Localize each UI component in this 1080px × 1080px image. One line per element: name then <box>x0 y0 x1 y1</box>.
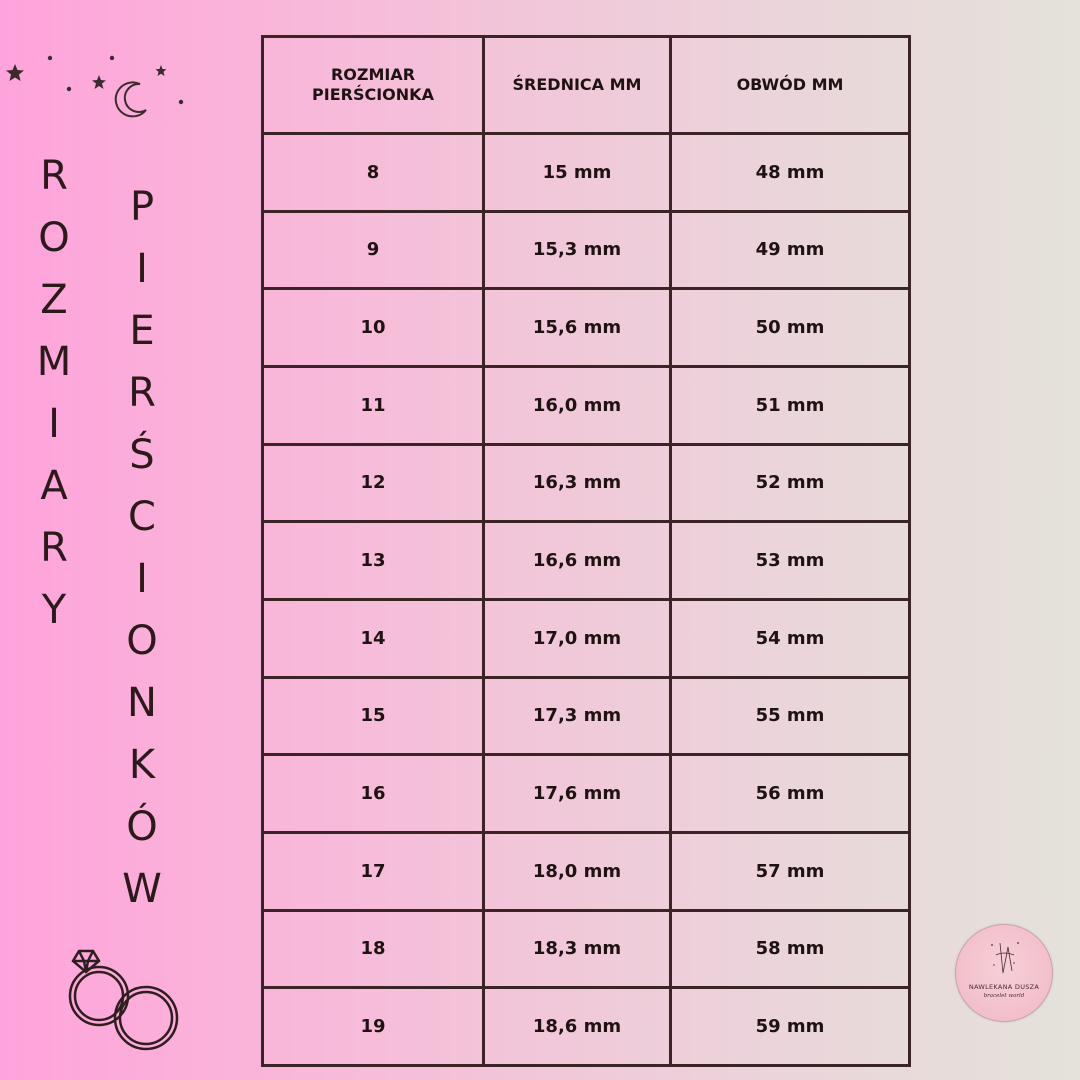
cell-circumference: 55 mm <box>671 677 910 755</box>
cell-circumference: 56 mm <box>671 755 910 833</box>
table-row <box>263 677 910 755</box>
logo-subtitle: bracelet world <box>983 993 1025 999</box>
table-row <box>263 134 910 212</box>
table-row <box>263 832 910 910</box>
title-letter: Y <box>41 587 67 633</box>
table-row <box>263 211 910 289</box>
title-rozmiary <box>30 145 78 641</box>
title-letter: M <box>36 339 72 385</box>
table-row <box>263 755 910 833</box>
title-letter: O <box>126 618 158 664</box>
header-diameter: ŚREDNICA MM <box>484 37 671 134</box>
table-row <box>263 988 910 1066</box>
cell-diameter: 17,0 mm <box>484 599 671 677</box>
cell-diameter: 18,6 mm <box>484 988 671 1066</box>
cell-ring-size: 11 <box>263 366 484 444</box>
cell-circumference: 58 mm <box>671 910 910 988</box>
cell-diameter: 17,3 mm <box>484 677 671 755</box>
cell-circumference: 50 mm <box>671 289 910 367</box>
title-letter: O <box>38 215 70 261</box>
title-letter: I <box>136 556 148 602</box>
cell-diameter: 18,0 mm <box>484 832 671 910</box>
logo-name: NAWLEKANA DUSZA <box>968 983 1040 991</box>
header-circumference: OBWÓD MM <box>671 37 910 134</box>
title-letter: I <box>48 401 60 447</box>
cell-circumference: 57 mm <box>671 832 910 910</box>
title-letter: R <box>40 153 68 199</box>
cell-circumference: 49 mm <box>671 211 910 289</box>
cell-ring-size: 10 <box>263 289 484 367</box>
title-letter: A <box>40 463 68 509</box>
cell-ring-size: 9 <box>263 211 484 289</box>
header-ring-size: ROZMIAR PIERŚCIONKA <box>263 37 484 134</box>
cell-circumference: 53 mm <box>671 522 910 600</box>
cell-diameter: 16,3 mm <box>484 444 671 522</box>
cell-ring-size: 18 <box>263 910 484 988</box>
cell-diameter: 16,6 mm <box>484 522 671 600</box>
title-letter: P <box>129 184 155 230</box>
table-header-row <box>263 37 910 134</box>
title-letter: N <box>127 680 157 726</box>
title-letter: W <box>122 866 162 912</box>
title-pierscionkow <box>116 176 168 920</box>
cell-diameter: 16,0 mm <box>484 366 671 444</box>
table-row <box>263 599 910 677</box>
cell-circumference: 54 mm <box>671 599 910 677</box>
cell-diameter: 15,3 mm <box>484 211 671 289</box>
cell-ring-size: 13 <box>263 522 484 600</box>
table-row <box>263 522 910 600</box>
stars-moon-icon <box>0 0 200 130</box>
title-letter: Ś <box>129 432 155 478</box>
cell-circumference: 59 mm <box>671 988 910 1066</box>
cell-diameter: 15 mm <box>484 134 671 212</box>
cell-circumference: 48 mm <box>671 134 910 212</box>
title-letter: R <box>128 370 156 416</box>
title-letter: E <box>129 308 155 354</box>
cell-diameter: 15,6 mm <box>484 289 671 367</box>
table-row <box>263 366 910 444</box>
brand-logo <box>955 924 1053 1022</box>
ring-size-table <box>261 35 911 1067</box>
table-row <box>263 289 910 367</box>
cell-diameter: 18,3 mm <box>484 910 671 988</box>
cell-circumference: 52 mm <box>671 444 910 522</box>
cell-ring-size: 19 <box>263 988 484 1066</box>
title-letter: Ó <box>126 804 158 850</box>
cell-circumference: 51 mm <box>671 366 910 444</box>
cell-diameter: 17,6 mm <box>484 755 671 833</box>
logo-emblem-icon <box>956 925 1052 985</box>
table-row <box>263 910 910 988</box>
cell-ring-size: 14 <box>263 599 484 677</box>
cell-ring-size: 12 <box>263 444 484 522</box>
cell-ring-size: 15 <box>263 677 484 755</box>
cell-ring-size: 16 <box>263 755 484 833</box>
title-letter: K <box>128 742 156 788</box>
title-letter: Z <box>40 277 68 323</box>
title-letter: R <box>40 525 68 571</box>
table-row <box>263 444 910 522</box>
title-letter: I <box>136 246 148 292</box>
title-letter: C <box>128 494 156 540</box>
cell-ring-size: 8 <box>263 134 484 212</box>
cell-ring-size: 17 <box>263 832 484 910</box>
